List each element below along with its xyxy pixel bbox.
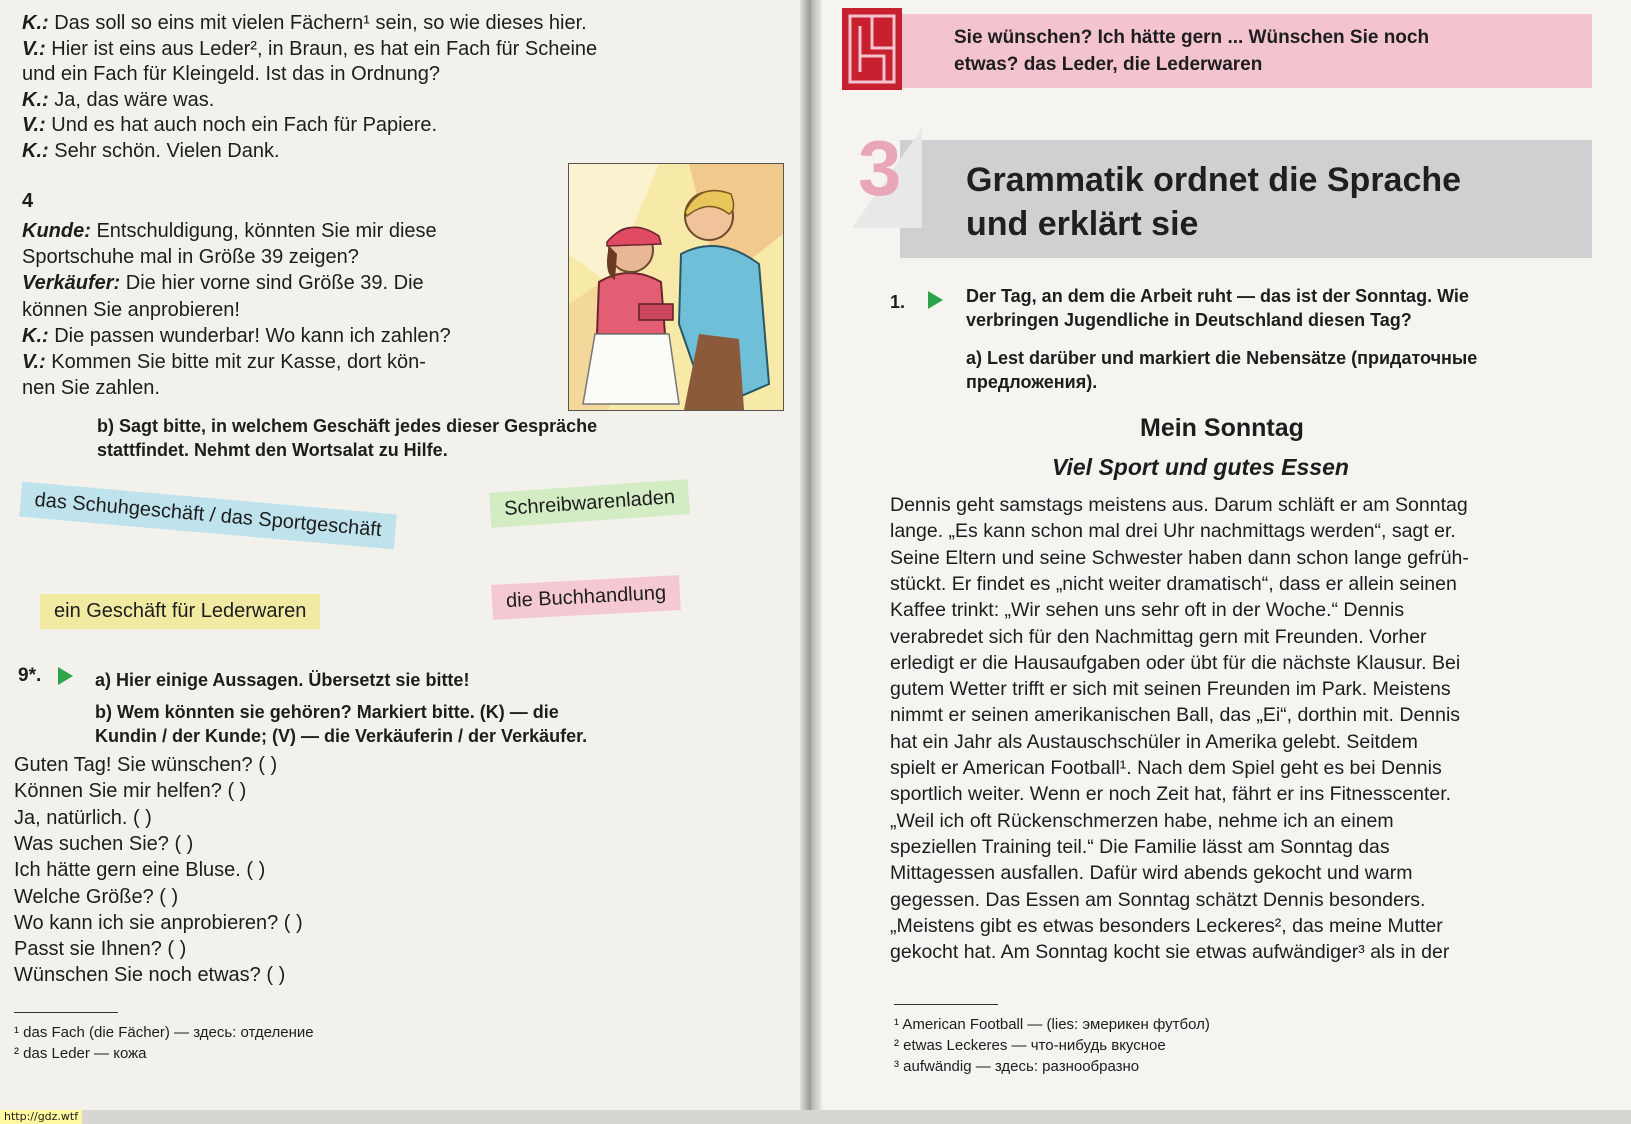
exercise-1-line-2: verbringen Jugendliche in Deutschland diesen Tag? bbox=[966, 310, 1412, 330]
text-subtitle: Viel Sport und gutes Essen bbox=[1052, 454, 1349, 480]
dialogue-text: und ein Fach für Kleingeld. Ist das in Ordnung? bbox=[22, 63, 441, 85]
dialogue-text: Die hier vorne sind Größe 39. Die bbox=[125, 272, 424, 295]
body-line: hat ein Jahr als Austauschschüler in Amerika gelebt. Seitdem bbox=[890, 730, 1418, 753]
word-chip-stationery: Schreibwarenladen bbox=[489, 479, 690, 528]
speaker-label: V.: bbox=[22, 351, 46, 373]
phrase-item: Wo kann ich sie anprobieren? ( ) bbox=[14, 911, 303, 934]
body-line: erledigt er die Hausaufgaben oder übt für die nächste Klausur. Bei bbox=[890, 651, 1461, 674]
body-line: nimmt er seinen amerikanischen Ball, das „Ei“, dorthin mit. Dennis bbox=[890, 704, 1461, 727]
word-leather-text: ein Geschäft für Lederwaren bbox=[54, 600, 307, 622]
exercise-1-line-1: Der Tag, an dem die Arbeit ruht — das ist der Sonntag. Wie bbox=[966, 286, 1469, 306]
exercise-1-text bbox=[966, 284, 1469, 332]
task-b-line-2: stattfindet. Nehmt den Wortsalat zu Hilfe. bbox=[97, 440, 448, 460]
dialogue-text: Die passen wunderbar! Wo kann ich zahlen? bbox=[54, 324, 451, 347]
dialogue-4-line bbox=[22, 323, 451, 349]
dialogue-text: können Sie anprobieren! bbox=[22, 298, 240, 321]
footnote-divider-right bbox=[894, 1004, 998, 1005]
shopping-illustration bbox=[568, 163, 784, 411]
word-chip-leather bbox=[40, 594, 320, 629]
body-line: gekocht hat. Am Sonntag kocht sie etwas aufwändiger³ als in der bbox=[890, 941, 1450, 964]
vocabulary-banner bbox=[902, 14, 1592, 88]
section-title-line-1: Grammatik ordnet die Sprache bbox=[966, 161, 1462, 199]
footnotes-right bbox=[894, 1014, 1210, 1077]
dialogue-3-line bbox=[22, 87, 214, 113]
phrase-item: Guten Tag! Sie wünschen? ( ) bbox=[14, 754, 278, 776]
footnote-right-2: ² etwas Leckeres — что-нибудь вкусное bbox=[894, 1037, 1166, 1054]
exercise-1-a-line-2: предложения). bbox=[966, 372, 1098, 392]
body-line: Dennis geht samstags meistens aus. Darum schläft er am Sonntag bbox=[890, 494, 1468, 516]
phrase-item: Passt sie Ihnen? ( ) bbox=[14, 938, 187, 961]
body-line: gegessen. Das Essen am Sonntag schätzt Dennis besonders. bbox=[890, 888, 1426, 911]
section-title bbox=[966, 158, 1461, 246]
play-arrow-icon bbox=[58, 667, 73, 685]
watermark-link[interactable]: http://gdz.wtf bbox=[0, 1110, 82, 1124]
footnote-left-2: ² das Leder — кожа bbox=[14, 1045, 147, 1062]
dialogue-4-line bbox=[22, 218, 437, 244]
section-number: 3 bbox=[858, 124, 902, 212]
phrase-item: Was suchen Sie? ( ) bbox=[14, 832, 194, 855]
book-gutter bbox=[800, 0, 822, 1110]
speaker-label: V.: bbox=[22, 114, 46, 136]
dialogue-text: Entschuldigung, könnten Sie mir diese bbox=[96, 220, 437, 242]
body-line: Mittagessen ausfallen. Dafür wird abends gekocht und warm bbox=[890, 862, 1413, 885]
speaker-label: K.: bbox=[22, 324, 49, 347]
dialogue-3-line bbox=[22, 61, 440, 87]
dialogue-text: Kommen Sie bitte mit zur Kasse, dort kön- bbox=[51, 351, 426, 373]
dialogue-text: nen Sie zahlen. bbox=[22, 377, 160, 400]
dialogue-3-line bbox=[22, 36, 597, 62]
dialogue-4-line bbox=[22, 349, 426, 375]
speaker-label: K.: bbox=[22, 12, 49, 34]
exercise-9-a: a) Hier einige Aussagen. Übersetzt sie bitte! bbox=[95, 670, 470, 690]
speaker-label: V.: bbox=[22, 37, 46, 60]
dialogue-3-line bbox=[22, 138, 280, 164]
dialogue-text: Das soll so eins mit vielen Fächern¹ sein, so wie dieses hier. bbox=[54, 12, 587, 34]
dialogue-text: Hier ist eins aus Leder², in Braun, es hat ein Fach für Scheine bbox=[51, 37, 598, 60]
footnote-divider-left bbox=[14, 1012, 118, 1013]
phrase-item: Ja, natürlich. ( ) bbox=[14, 806, 152, 829]
task-b-line-1: b) Sagt bitte, in welchem Geschäft jedes dieser Gespräche bbox=[97, 416, 598, 436]
footnote-right-1: ¹ American Football — (lies: эмерикен футбол) bbox=[894, 1016, 1210, 1033]
speaker-label: Kunde: bbox=[22, 220, 91, 242]
exercise-9-b bbox=[95, 700, 587, 748]
task-b bbox=[97, 414, 597, 462]
dialogue-text: Und es hat auch noch ein Fach für Papiere. bbox=[51, 114, 438, 136]
text-title: Mein Sonntag bbox=[1140, 414, 1304, 442]
exercise-1-number: 1. bbox=[890, 292, 906, 312]
speaker-label: K.: bbox=[22, 139, 49, 162]
dialogue-4-line bbox=[22, 270, 424, 296]
dialogue-text: Ja, das wäre was. bbox=[54, 88, 215, 111]
phrase-item: Wünschen Sie noch etwas? ( ) bbox=[14, 964, 286, 987]
speaker-label: K.: bbox=[22, 88, 49, 111]
body-line: sportlich weiter. Wenn er noch Zeit hat, fährt er ins Fitnesscenter. bbox=[890, 783, 1452, 806]
vocabulary-corner-icon bbox=[842, 8, 902, 90]
exercise-9-number: 9*. bbox=[18, 665, 42, 686]
dialogue-3-line bbox=[22, 10, 587, 36]
exercise-9-b-line-1: b) Wem könnten sie gehören? Markiert bitte. (K) — die bbox=[95, 702, 559, 722]
vocabulary-line-1: Sie wünschen? Ich hätte gern ... Wünschen Sie noch bbox=[954, 27, 1430, 48]
speaker-label: Verkäufer: bbox=[22, 272, 121, 295]
phrase-item: Welche Größe? ( ) bbox=[14, 885, 179, 908]
dialogue-4-line bbox=[22, 297, 240, 323]
body-line: „Meistens gibt es etwas besonders Leckeres², das meine Mutter bbox=[890, 914, 1443, 937]
pattern-icon bbox=[842, 8, 902, 90]
phrase-item: Können Sie mir helfen? ( ) bbox=[14, 780, 247, 803]
dialogue-4-line bbox=[22, 375, 160, 401]
body-line: speziellen Training teil.“ Die Familie lässt am Sonntag das bbox=[890, 835, 1390, 858]
dialogue-text: Sportschuhe mal in Größe 39 zeigen? bbox=[22, 246, 359, 269]
body-line: spielt er American Football¹. Nach dem Spiel geht es bei Dennis bbox=[890, 757, 1442, 779]
section-title-line-2: und erklärt sie bbox=[966, 205, 1199, 243]
exercise-1-a bbox=[966, 346, 1477, 394]
body-line: verabredet sich für den Nachmittag gern mit Freunden. Vorher bbox=[890, 625, 1427, 648]
footnote-left-1: ¹ das Fach (die Fächer) — здесь: отделение bbox=[14, 1024, 314, 1041]
body-line: gutem Wetter trifft er sich mit seinen Freunden im Park. Meistens bbox=[890, 678, 1451, 701]
vocabulary-line-2: etwas? das Leder, die Lederwaren bbox=[954, 54, 1263, 75]
body-line: stückt. Er findet es „nicht weiter dramatisch“, dass er allein seinen bbox=[890, 572, 1457, 595]
dialogue-text: Sehr schön. Vielen Dank. bbox=[54, 139, 280, 162]
word-chip-shoe-sport: das Schuhgeschäft / das Sportgeschäft bbox=[19, 482, 397, 550]
body-line: „Weil ich oft Rückenschmerzen habe, nehme ich an einem bbox=[890, 809, 1394, 832]
footnote-right-3: ³ aufwändig — здесь: разнообразно bbox=[894, 1058, 1140, 1075]
body-line: Seine Eltern und seine Schwester haben dann schon lange gefrüh- bbox=[890, 546, 1469, 569]
exercise-1-a-line-1: a) Lest darüber und markiert die Nebensätze (придаточные bbox=[966, 348, 1478, 368]
couple-illustration-icon bbox=[569, 164, 783, 410]
exercise-9-b-line-2: Kundin / der Kunde; (V) — die Verkäuferin / der Verkäufer. bbox=[95, 726, 588, 746]
dialogue-4-line bbox=[22, 244, 359, 270]
dialogue-3-line bbox=[22, 112, 437, 138]
body-line: Kaffee trinkt: „Wir sehen uns sehr oft in der Woche.“ Dennis bbox=[890, 599, 1405, 622]
phrase-item: Ich hätte gern eine Bluse. ( ) bbox=[14, 859, 266, 882]
footnotes-left bbox=[14, 1022, 314, 1064]
body-line: lange. „Es kann schon mal drei Uhr nachmittags werden“, sagt er. bbox=[890, 520, 1456, 543]
word-chip-bookstore: die Buchhandlung bbox=[491, 575, 681, 620]
dialogue-number-4: 4 bbox=[22, 190, 34, 212]
play-arrow-icon bbox=[928, 291, 943, 309]
